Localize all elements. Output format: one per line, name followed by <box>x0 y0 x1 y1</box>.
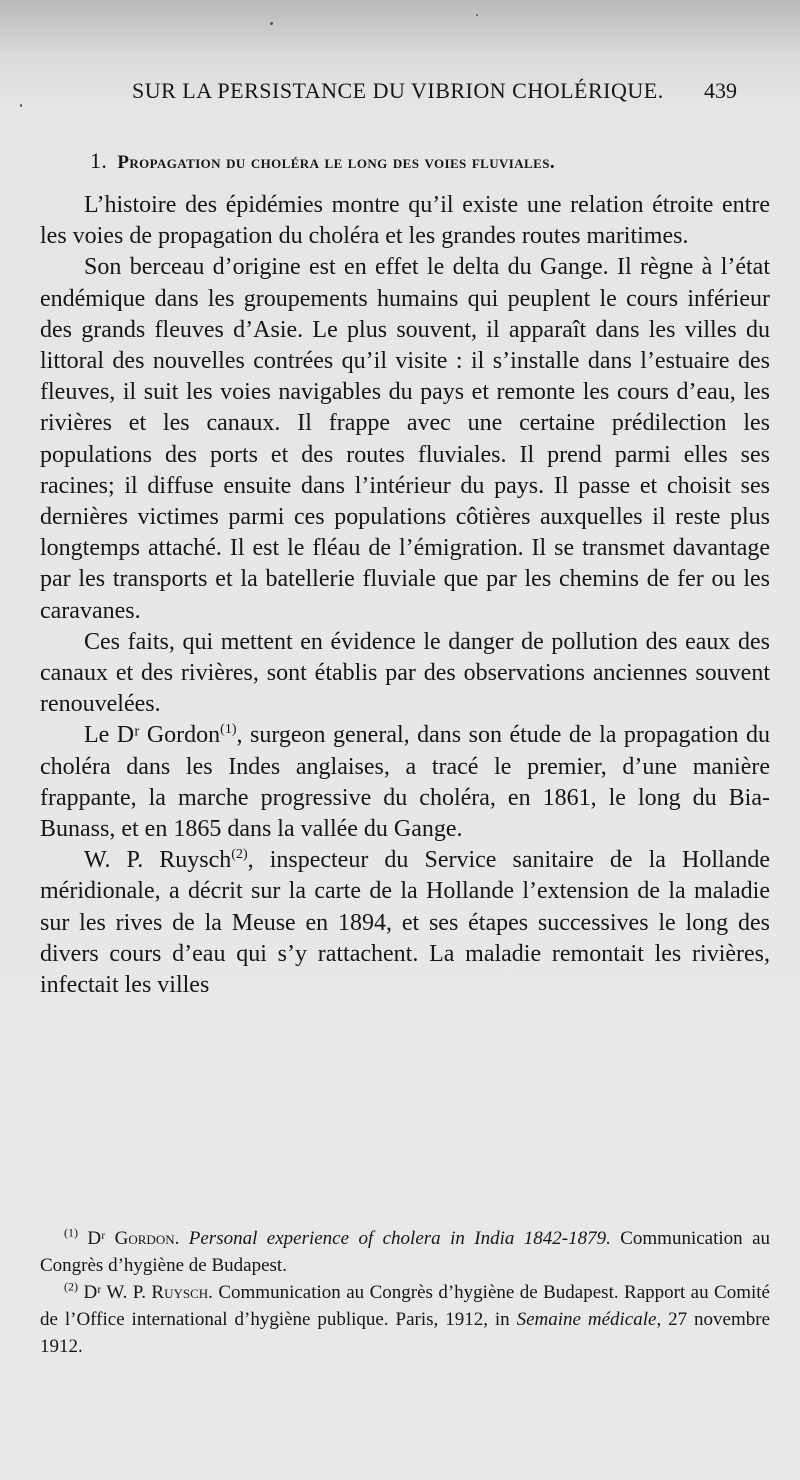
footnote-2 <box>40 1279 770 1360</box>
footnotes <box>40 1225 770 1360</box>
section-title: Propagation du choléra le long des voies fluviales. <box>117 152 555 173</box>
page-number: 439 <box>704 78 737 103</box>
footnote-1-rest: Communication au Congrès d’hygiène de Budapest. <box>40 1228 771 1276</box>
paragraph-4-rest: , surgeon general, dans son étude de la propagation du choléra dans les Indes anglaises, a tracé le premier, d’une manière frappante, la marche progressive du choléra, en 1861, le long du Bia-Bunass, et en 1865 dans la vallée du Gange. <box>40 722 771 843</box>
footnote-1-author: Dʳ Gordon. <box>87 1228 180 1249</box>
footnote-ref-1: (1) <box>220 722 237 738</box>
body-text <box>40 190 770 1001</box>
section-number: 1. <box>90 148 108 173</box>
running-head <box>0 78 800 114</box>
paragraph-4-lead: Le Dʳ Gordon <box>84 722 221 749</box>
scan-speck <box>270 22 273 25</box>
paragraph-2: Son berceau d’origine est en effet le delta du Gange. Il règne à l’état endémique dans les groupements humains qui peuplent le cours inférieur des grands fleuves d’Asie. Le plus souvent, il apparaît dans les villes du littoral des nouvelles contrées qu’il visite : il s’installe dans l’estuaire des fleuves, il suit les voies navigables du pays et remonte les cours d’eau, les rivières et les canaux. Il frappe avec une certaine prédilection les populations des ports et des routes fluviales. Il prend parmi elles ses racines; il diffuse ensuite dans l’intérieur du pays. Il passe et choisit ses dernières victimes parmi ces populations côtières auxquelles il reste plus longtemps attaché. Il est le fléau de l’émigration. Il se transmet davantage par les transports et la batellerie fluviale que par les chemins de fer ou les caravanes. <box>40 254 770 624</box>
footnote-2-journal: Semaine médicale <box>516 1309 657 1330</box>
footnote-2-rest-a: Communication au Congrès d’hygiène de Budapest. Rapport au Comité de l’Office international d’hygiène publique. Paris, 1912, in <box>40 1282 770 1330</box>
footnote-1-title: Personal experience of cholera in India 1842-1879. <box>188 1228 611 1249</box>
footnote-2-rest-b: , 27 novembre 1912. <box>40 1309 771 1357</box>
scan-speck <box>20 104 22 107</box>
running-title: SUR LA PERSISTANCE DU VIBRION CHOLÉRIQUE. <box>132 78 664 103</box>
paragraph-4 <box>40 720 770 845</box>
paragraph-3: Ces faits, qui mettent en évidence le danger de pollution des eaux des canaux et des rivières, sont établis par des observations anciennes souvent renouvelées. <box>40 628 770 718</box>
footnote-ref-2: (2) <box>231 847 248 863</box>
footnote-1 <box>40 1225 770 1279</box>
paragraph-5-lead: W. P. Ruysch <box>84 847 232 874</box>
footnote-2-marker: (2) <box>64 1279 78 1294</box>
section-heading <box>90 148 770 174</box>
paragraph-5-rest: , inspecteur du Service sanitaire de la Hollande méridionale, a décrit sur la carte de la Hollande l’extension de la maladie sur les rives de la Meuse en 1894, et ses étapes successives le long des divers cours d’eau qui s’y rattachent. La maladie remontait les rivières, infectait les villes <box>40 847 770 999</box>
footnote-2-author: Dʳ W. P. Ruysch. <box>83 1282 213 1303</box>
paragraph-5 <box>40 845 770 1001</box>
footnote-1-marker: (1) <box>64 1225 78 1240</box>
paragraph-1: L’histoire des épidémies montre qu’il existe une relation étroite entre les voies de propagation du choléra et les grandes routes maritimes. <box>40 192 770 250</box>
scan-speck <box>476 14 478 16</box>
